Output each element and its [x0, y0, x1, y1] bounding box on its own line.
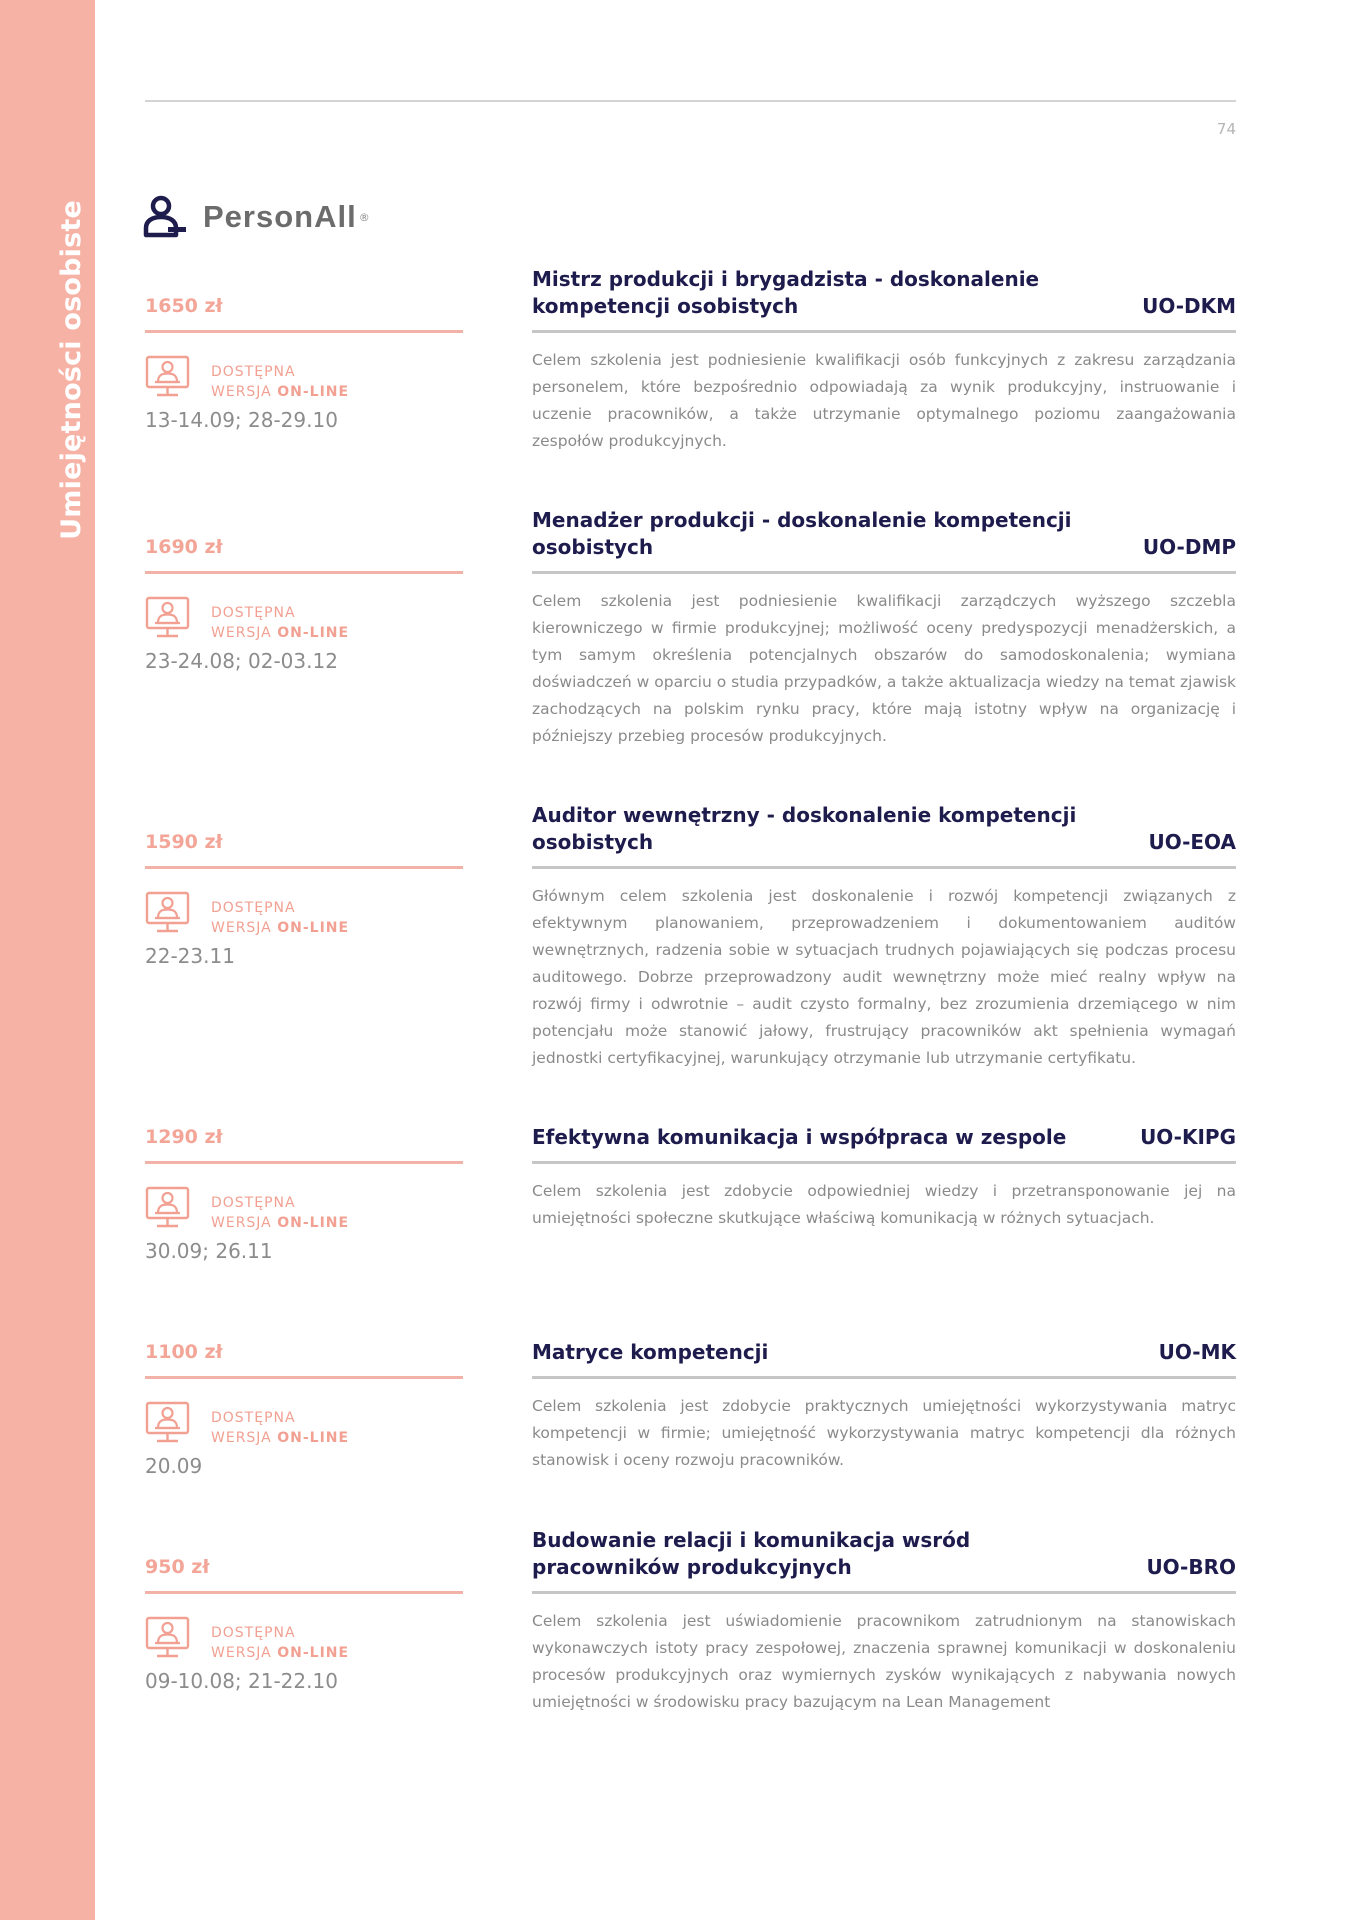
online-availability: [211, 1408, 349, 1448]
online-availability: [211, 362, 349, 402]
course-dates: 23-24.08; 02-03.12: [145, 649, 338, 673]
course-title: Matryce kompetencji: [532, 1340, 769, 1364]
online-availability: [211, 898, 349, 938]
online-availability: [211, 603, 349, 643]
title-divider: [532, 330, 1236, 333]
online-course-icon: [145, 890, 190, 935]
course-dates: 30.09; 26.11: [145, 1239, 273, 1263]
course-title: Budowanie relacji i komunikacja wsród pracowników produkcyjnych: [532, 1528, 971, 1579]
course-dates: 09-10.08; 21-22.10: [145, 1669, 338, 1693]
course-code: UO-DKM: [1142, 294, 1236, 318]
availability-online: ON-LINE: [277, 1645, 350, 1661]
course-title: Mistrz produkcji i brygadzista - doskonalenie kompetencji osobistych: [532, 267, 1040, 318]
availability-online: ON-LINE: [277, 920, 350, 936]
price-divider: [145, 1591, 463, 1594]
top-divider: [145, 100, 1236, 102]
availability-prefix: WERSJA: [211, 625, 278, 641]
availability-line1: DOSTĘPNA: [211, 900, 296, 916]
availability-line1: DOSTĘPNA: [211, 605, 296, 621]
person-icon: [143, 195, 187, 239]
course-description: Celem szkolenia jest podniesienie kwalifikacji osób funkcyjnych z zakresu zarządzania personelem, które bezpośrednio odpowiadają za wynik produkcyjny, instruowanie i uczenie pracowników, a także utrzymanie optymalnego poziomu zaangażowania zespołów produkcyjnych.: [532, 351, 1236, 450]
course-dates: 13-14.09; 28-29.10: [145, 408, 338, 432]
price-divider: [145, 571, 463, 574]
availability-prefix: WERSJA: [211, 1645, 278, 1661]
availability-online: ON-LINE: [277, 384, 350, 400]
price-divider: [145, 330, 463, 333]
availability-prefix: WERSJA: [211, 1215, 278, 1231]
section-title: Umiejętności osobiste: [56, 200, 87, 540]
logo-text: PersonAll: [203, 199, 357, 234]
availability-line1: DOSTĘPNA: [211, 1410, 296, 1426]
page-number: 74: [1216, 120, 1236, 138]
course-price: 1590 zł: [145, 831, 223, 853]
availability-prefix: WERSJA: [211, 920, 278, 936]
availability-online: ON-LINE: [277, 625, 350, 641]
personall-logo: [143, 194, 370, 240]
course-price: 950 zł: [145, 1556, 210, 1578]
course-price: 1100 zł: [145, 1341, 223, 1363]
availability-online: ON-LINE: [277, 1215, 350, 1231]
course-dates: 22-23.11: [145, 944, 235, 968]
course-description: Głównym celem szkolenia jest doskonalenie i rozwój kompetencji związanych z efektywnym planowaniem, przeprowadzeniem i dokumentowaniem auditów wewnętrznych, radzenia sobie w sytuacjach trudnych pojawiających się podczas procesu auditowego. Dobrze przeprowadzony audit wewnętrzny może mieć realny wpływ na rozwój firmy i odwrotnie – audit czysto formalny, bez zrozumienia drzemiącego w nim potencjału może stanowić jałowy, frustrujący pracowników akt spełnienia wymagań jednostki certyfikacyjnej, warunkujący otrzymanie lub utrzymanie certyfikatu.: [532, 887, 1236, 1067]
course-price: 1650 zł: [145, 295, 223, 317]
online-availability: [211, 1623, 349, 1663]
availability-prefix: WERSJA: [211, 1430, 278, 1446]
course-price: 1690 zł: [145, 536, 223, 558]
title-divider: [532, 1591, 1236, 1594]
online-course-icon: [145, 595, 190, 640]
price-divider: [145, 866, 463, 869]
availability-prefix: WERSJA: [211, 384, 278, 400]
availability-line1: DOSTĘPNA: [211, 1195, 296, 1211]
online-availability: [211, 1193, 349, 1233]
course-description: Celem szkolenia jest zdobycie odpowiedniej wiedzy i przetransponowanie jej na umiejętności społeczne skutkujące właściwą komunikacją w różnych sytuacjach.: [532, 1182, 1236, 1227]
sidebar: [0, 0, 95, 1920]
online-course-icon: [145, 1185, 190, 1230]
registered-mark: ®: [358, 210, 370, 224]
course-code: UO-MK: [1158, 1340, 1236, 1364]
title-divider: [532, 1376, 1236, 1379]
course-description: Celem szkolenia jest uświadomienie pracownikom zatrudnionym na stanowiskach wykonawczych istoty pracy zespołowej, znaczenia sprawnej komunikacji w doskonaleniu procesów produkcyjnych oraz wymiernych zysków wynikających z nabywania nowych umiejętności w środowisku pracy bazującym na Lean Management: [532, 1612, 1236, 1711]
course-code: UO-EOA: [1148, 830, 1236, 854]
availability-line1: DOSTĘPNA: [211, 364, 296, 380]
course-description: Celem szkolenia jest zdobycie praktycznych umiejętności wykorzystywania matryc kompetencji w firmie; umiejętność wykorzystywania matryc kompetencji dla różnych stanowisk i oceny rozwoju pracowników.: [532, 1397, 1236, 1469]
price-divider: [145, 1376, 463, 1379]
course-title: Efektywna komunikacja i współpraca w zespole: [532, 1125, 1067, 1149]
title-divider: [532, 571, 1236, 574]
course-title: Menadżer produkcji - doskonalenie kompetencji osobistych: [532, 508, 1072, 559]
course-code: UO-BRO: [1146, 1555, 1236, 1579]
online-course-icon: [145, 1615, 190, 1660]
online-course-icon: [145, 354, 190, 399]
course-code: UO-KIPG: [1140, 1125, 1236, 1149]
course-dates: 20.09: [145, 1454, 203, 1478]
availability-line1: DOSTĘPNA: [211, 1625, 296, 1641]
price-divider: [145, 1161, 463, 1164]
availability-online: ON-LINE: [277, 1430, 350, 1446]
course-title: Auditor wewnętrzny - doskonalenie kompetencji osobistych: [532, 803, 1077, 854]
course-code: UO-DMP: [1142, 535, 1236, 559]
online-course-icon: [145, 1400, 190, 1445]
title-divider: [532, 866, 1236, 869]
course-description: Celem szkolenia jest podniesienie kwalifikacji zarządczych wyższego szczebla kierowniczego w firmie produkcyjnej; możliwość oceny predyspozycji menadżerskich, a tym samym określenia potencjalnych obszarów do samodoskonalenia; wymiana doświadczeń w oparciu o studia przypadków, a także aktualizacja wiedzy na temat zjawisk zachodzących na polskim rynku pracy, które mają istotny wpływ na organizację i późniejszy przebieg procesów produkcyjnych.: [532, 592, 1236, 745]
course-price: 1290 zł: [145, 1126, 223, 1148]
title-divider: [532, 1161, 1236, 1164]
